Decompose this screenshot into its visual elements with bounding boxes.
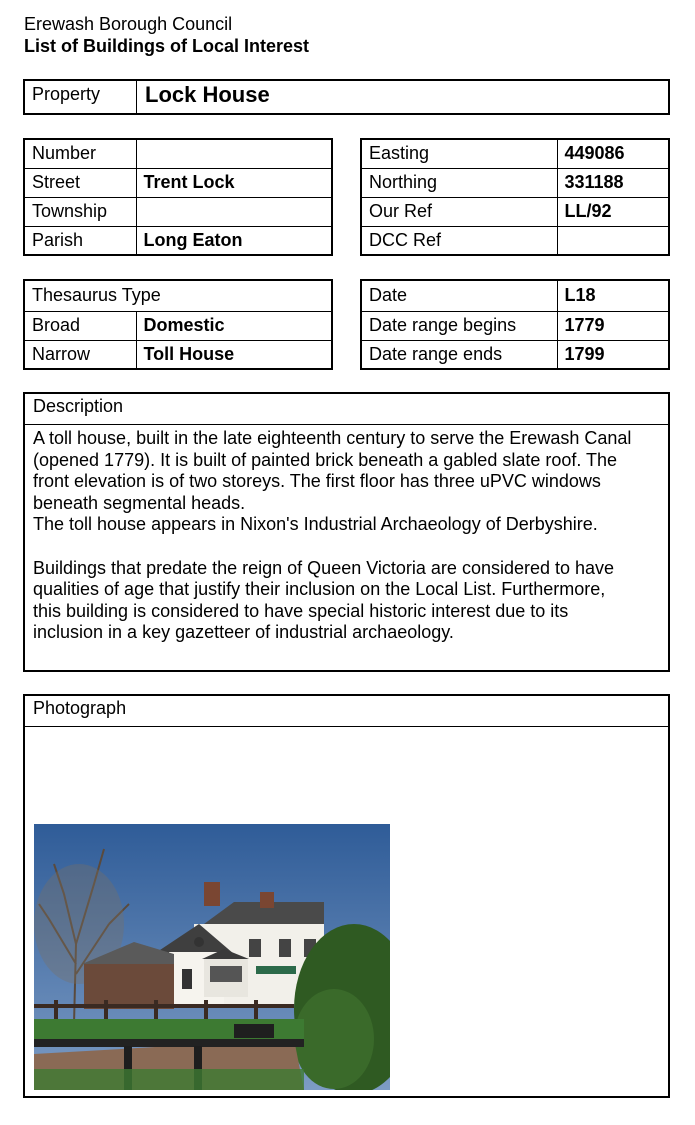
- street-value: Trent Lock: [136, 168, 332, 197]
- number-label: Number: [24, 139, 136, 168]
- date-begins-value: 1779: [557, 311, 669, 340]
- thesaurus-table: [23, 279, 333, 370]
- thesaurus-heading: Thesaurus Type: [24, 280, 332, 311]
- parish-value: Long Eaton: [136, 226, 332, 255]
- toll-house-image: [34, 824, 390, 1090]
- easting-value: 449086: [557, 139, 669, 168]
- description-line: qualities of age that justify their inclusion on the Local List. Furthermore,: [33, 579, 606, 600]
- description-line: A toll house, built in the late eighteenth century to serve the Erewash Canal: [33, 428, 632, 448]
- date-ends-label: Date range ends: [361, 340, 557, 369]
- our-ref-value: LL/92: [557, 197, 669, 226]
- table-row: [24, 139, 332, 168]
- building-photo: [34, 824, 390, 1090]
- photograph-box: [23, 694, 670, 1098]
- township-value: [136, 197, 332, 226]
- dcc-ref-value: [557, 226, 669, 255]
- blank-line: [33, 536, 660, 558]
- description-line: Buildings that predate the reign of Queen Victoria are considered to have: [33, 557, 615, 578]
- property-label: Property: [25, 81, 137, 113]
- description-heading: Description: [25, 394, 668, 425]
- number-value: [136, 139, 332, 168]
- description-line: The toll house appears in Nixon's Industrial Archaeology of Derbyshire.: [33, 514, 598, 535]
- date-ends-value: 1799: [557, 340, 669, 369]
- table-row: [361, 139, 669, 168]
- table-row: [361, 226, 669, 255]
- township-label: Township: [24, 197, 136, 226]
- photograph-heading: Photograph: [25, 696, 668, 727]
- table-row: [361, 340, 669, 369]
- description-line: inclusion in a key gazetteer of industrial archaeology.: [33, 622, 454, 643]
- table-row: [361, 168, 669, 197]
- property-box: [23, 79, 670, 115]
- property-value: Lock House: [145, 82, 270, 107]
- grid-ref-table: [360, 138, 670, 256]
- list-title: List of Buildings of Local Interest: [24, 36, 310, 56]
- broad-value: Domestic: [136, 311, 332, 340]
- dates-table: [360, 279, 670, 370]
- dcc-ref-label: DCC Ref: [361, 226, 557, 255]
- description-box: [23, 392, 670, 672]
- description-line: front elevation is of two storeys. The first floor has three uPVC windows: [33, 471, 601, 492]
- our-ref-label: Our Ref: [361, 197, 557, 226]
- description-line: (opened 1779). It is built of painted brick beneath a gabled slate roof. The: [33, 449, 618, 470]
- date-begins-label: Date range begins: [361, 311, 557, 340]
- table-row: [24, 226, 332, 255]
- table-row: [24, 311, 332, 340]
- address-table: [23, 138, 333, 256]
- description-line: this building is considered to have special historic interest due to its: [33, 600, 569, 621]
- date-value: L18: [557, 280, 669, 311]
- table-row: [361, 197, 669, 226]
- table-row: [24, 197, 332, 226]
- broad-label: Broad: [24, 311, 136, 340]
- description-text: [33, 428, 660, 644]
- table-row: [24, 280, 332, 311]
- northing-value: 331188: [557, 168, 669, 197]
- description-line: beneath segmental heads.: [33, 492, 246, 513]
- narrow-label: Narrow: [24, 340, 136, 369]
- table-row: [24, 340, 332, 369]
- table-row: [361, 280, 669, 311]
- northing-label: Northing: [361, 168, 557, 197]
- date-label: Date: [361, 280, 557, 311]
- table-row: [361, 311, 669, 340]
- narrow-value: Toll House: [136, 340, 332, 369]
- easting-label: Easting: [361, 139, 557, 168]
- council-name: Erewash Borough Council: [24, 14, 233, 34]
- parish-label: Parish: [24, 226, 136, 255]
- document-header: [24, 13, 309, 57]
- street-label: Street: [24, 168, 136, 197]
- table-row: [24, 168, 332, 197]
